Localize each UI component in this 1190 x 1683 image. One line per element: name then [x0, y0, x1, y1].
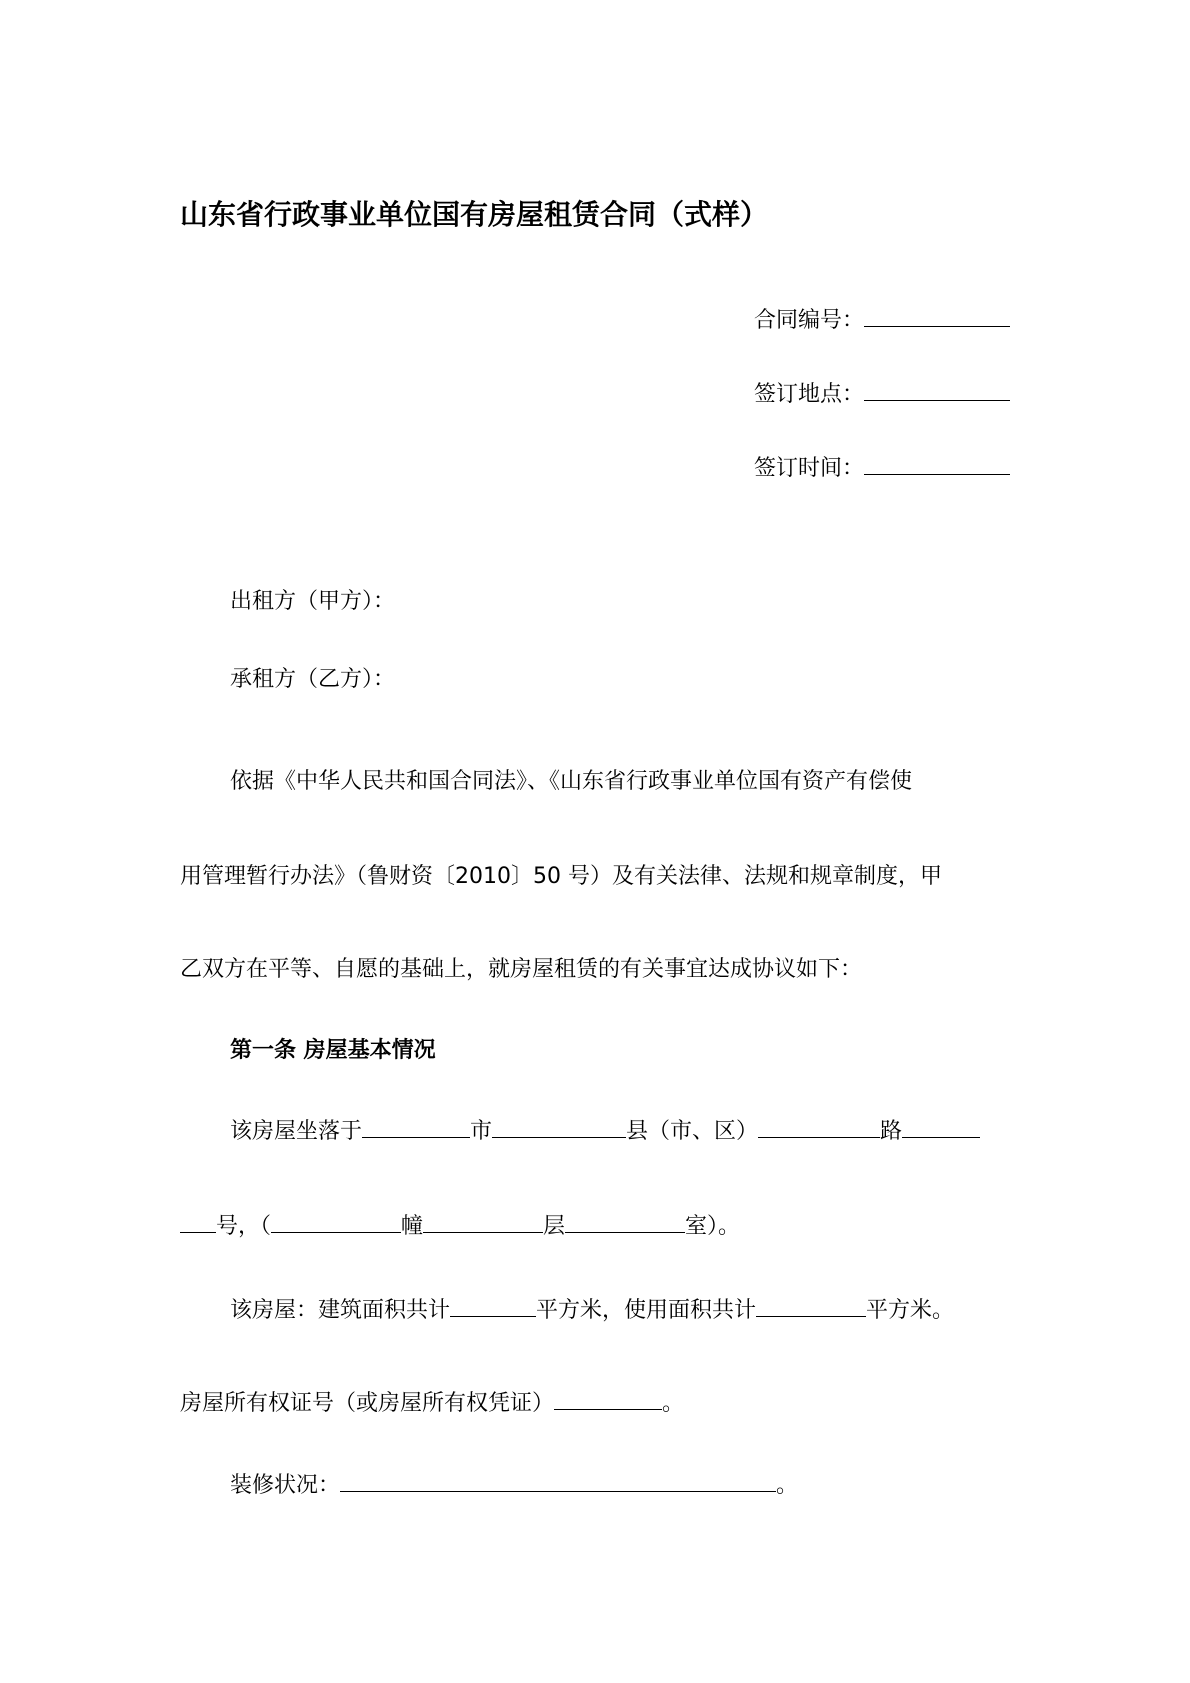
preamble-line-2: 用管理暂行办法》（鲁财资〔2010〕50 号）及有关法律、法规和规章制度，甲: [180, 864, 942, 889]
preamble-line-1: 依据《中华人民共和国合同法》、《山东省行政事业单位国有资产有偿使: [230, 769, 913, 794]
lessor-label: 出租方（甲方）：: [230, 589, 396, 614]
area-mid: 平方米，使用面积共计: [536, 1298, 757, 1323]
document-title: 山东省行政事业单位国有房屋租赁合同（式样）: [180, 198, 769, 231]
certificate-end: 。: [662, 1391, 685, 1416]
county-label: 县（市、区）: [626, 1119, 759, 1144]
article-1-heading: 第一条 房屋基本情况: [230, 1038, 436, 1063]
area-suffix: 平方米。: [866, 1298, 955, 1323]
decoration-label: 装修状况：: [230, 1473, 341, 1498]
contract-number-row: [754, 302, 1010, 336]
floor-label: 层: [543, 1214, 566, 1239]
building-area-blank[interactable]: [450, 1292, 536, 1317]
number-label: 号，（: [216, 1214, 272, 1239]
contract-number-blank[interactable]: [864, 302, 1010, 327]
certificate-label: 房屋所有权证号（或房屋所有权凭证）: [180, 1391, 555, 1416]
sign-place-label: 签订地点：: [753, 382, 864, 407]
contract-number-label: 合同编号：: [753, 308, 864, 333]
location-prefix: 该房屋坐落于: [230, 1119, 363, 1144]
location-row: [230, 1113, 980, 1147]
room-label: 室）。: [685, 1214, 741, 1239]
city-blank[interactable]: [362, 1113, 470, 1138]
certificate-row: [180, 1385, 684, 1419]
usable-area-blank[interactable]: [756, 1292, 866, 1317]
decoration-blank[interactable]: [340, 1467, 776, 1492]
sign-time-label: 签订时间：: [753, 456, 864, 481]
decoration-row: [230, 1467, 798, 1501]
building-label: 幢: [401, 1214, 424, 1239]
sign-time-row: [754, 450, 1010, 484]
city-label: 市: [470, 1119, 493, 1144]
lessee-label: 承租方（乙方）：: [230, 667, 396, 692]
certificate-blank[interactable]: [554, 1385, 662, 1410]
preamble-line-3: 乙双方在平等、自愿的基础上，就房屋租赁的有关事宜达成协议如下：: [180, 957, 863, 982]
sign-time-blank[interactable]: [864, 450, 1010, 475]
floor-blank[interactable]: [423, 1208, 543, 1233]
room-blank[interactable]: [565, 1208, 685, 1233]
sign-place-row: [754, 376, 1010, 410]
area-prefix: 该房屋：建筑面积共计: [230, 1298, 451, 1323]
number-blank-end[interactable]: [180, 1208, 216, 1233]
county-blank[interactable]: [492, 1113, 626, 1138]
number-blank-start[interactable]: [902, 1113, 980, 1138]
area-row: [230, 1292, 954, 1326]
road-label: 路: [880, 1119, 903, 1144]
road-blank[interactable]: [758, 1113, 880, 1138]
decoration-end: 。: [776, 1473, 799, 1498]
building-blank[interactable]: [271, 1208, 401, 1233]
sign-place-blank[interactable]: [864, 376, 1010, 401]
address-detail-row: [180, 1208, 740, 1242]
